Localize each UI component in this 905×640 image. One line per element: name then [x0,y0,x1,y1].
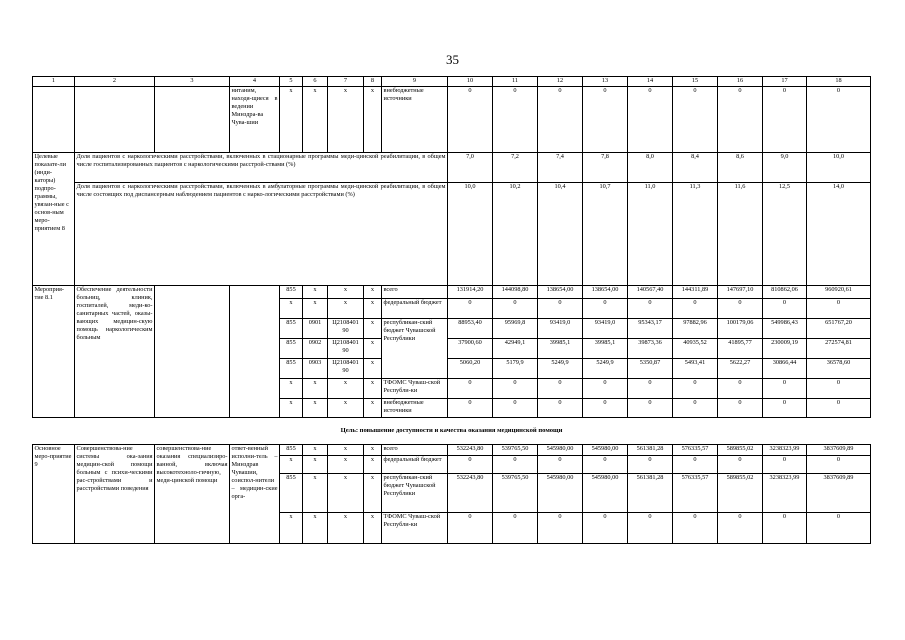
value-cell: 144311,89 [673,286,718,299]
value-cell: 144098,80 [493,286,538,299]
measure-name: Совершенствова-ние системы ока-зания медицин-ской помощи больным с психи-ческими рас-стройствами и расстройствами поведения [75,445,155,544]
col-header: 15 [673,77,718,87]
value-cell: 0 [493,299,538,319]
budget-code-cell: x [328,445,364,456]
value-cell: 0 [628,379,673,399]
value-cell: 0 [628,299,673,319]
value-cell: 0 [673,513,718,544]
value-cell: 960920,61 [807,286,871,299]
table-row [33,183,871,286]
col-header: 2 [75,77,155,87]
value-cell: 0 [807,399,871,418]
budget-code-cell: x [328,474,364,513]
value-cell: 0 [673,299,718,319]
value-cell: 40935,52 [673,339,718,359]
budget-code-cell: x [280,399,303,418]
budget-code-cell: 855 [280,359,303,379]
value-cell: 5622,27 [718,359,763,379]
budget-code-cell: x [364,359,382,379]
col-header: 16 [718,77,763,87]
funding-source-cell: всего [382,286,448,299]
value-cell: 545980,00 [538,474,583,513]
value-cell: 140567,40 [628,286,673,299]
value-cell: 561381,28 [628,474,673,513]
value-cell: 3837609,89 [807,445,871,456]
value-cell: 0 [628,399,673,418]
budget-code-cell: 855 [280,474,303,513]
indicator-text: Доля пациентов с наркологическими расстройствами, включенных в стационарные программы меди-цинской реабилитации, в общем числе госпитализированных пациентов с наркологическими расстрой-ствами (%) [75,153,448,183]
budget-code-cell: 855 [280,319,303,339]
budget-code-cell: x [303,399,328,418]
measure-label: Основное меро-приятие 9 [33,445,75,544]
value-cell: 0 [763,399,807,418]
value-cell: 138654,00 [538,286,583,299]
col-header: 14 [628,77,673,87]
value-cell: 5350,87 [628,359,673,379]
value-cell: 11,3 [673,183,718,286]
value-cell: 545980,00 [538,445,583,456]
funding-source-cell: внебюджетные источники [382,399,448,418]
budget-code-cell: x [364,286,382,299]
value-cell: 3238323,99 [763,474,807,513]
value-cell: 39985,1 [583,339,628,359]
value-cell: 8,6 [718,153,763,183]
value-cell: 0 [493,513,538,544]
value-cell: 539765,50 [493,445,538,456]
budget-code-cell: x [328,456,364,474]
value-cell: 0 [448,399,493,418]
value-cell: 147697,10 [718,286,763,299]
value-cell: 651767,20 [807,319,871,339]
funding-source-cell: внебюджетные источники [382,87,448,153]
value-cell: 0 [763,379,807,399]
value-cell: 230009,19 [763,339,807,359]
goal-row [33,418,871,445]
value-cell: 0 [538,87,583,153]
value-cell: 11,0 [628,183,673,286]
value-cell: 95343,17 [628,319,673,339]
budget-code-cell: x [303,445,328,456]
value-cell: 0 [583,399,628,418]
value-cell: 138654,00 [583,286,628,299]
budget-code-cell: x [303,286,328,299]
goal-heading: Цель: повышение доступности и качества оказания медицинской помощи [33,418,871,445]
budget-code-cell: x [364,474,382,513]
value-cell: 561381,28 [628,445,673,456]
budget-code-cell: Ц2108401 90 [328,339,364,359]
column-number-row [33,77,871,87]
value-cell: 0 [628,87,673,153]
value-cell: 810862,06 [763,286,807,299]
budget-code-cell: x [364,339,382,359]
budget-code-cell: x [303,474,328,513]
executor-cell: ответ-венный исполни-тель – Минздрав Чувашии, соиспол-нители – медицин-ские орга- [230,445,280,544]
value-cell: 10,7 [583,183,628,286]
value-cell: 0 [763,299,807,319]
budget-code-cell: 0903 [303,359,328,379]
table-cell [33,87,75,153]
value-cell: 0 [583,299,628,319]
col-header: 7 [328,77,364,87]
value-cell: 0 [807,513,871,544]
budget-code-cell: x [303,379,328,399]
value-cell: 14,0 [807,183,871,286]
value-cell: 532243,80 [448,474,493,513]
col-header: 13 [583,77,628,87]
budget-code-cell: x [364,299,382,319]
value-cell: 93419,0 [583,319,628,339]
measure-label: Мероприя-тие 8.1 [33,286,75,418]
value-cell: 576335,57 [673,474,718,513]
col-header: 9 [382,77,448,87]
value-cell: 0 [807,456,871,474]
program-table [32,76,871,544]
value-cell: 10,0 [807,153,871,183]
value-cell: 8,4 [673,153,718,183]
value-cell: 8,0 [628,153,673,183]
budget-code-cell: x [280,379,303,399]
value-cell: 589855,02 [718,445,763,456]
budget-code-cell: x [280,299,303,319]
value-cell: 0 [763,513,807,544]
budget-code-cell: 855 [280,286,303,299]
value-cell: 532243,80 [448,445,493,456]
value-cell: 0 [673,399,718,418]
value-cell: 39873,36 [628,339,673,359]
col-header: 5 [280,77,303,87]
budget-code-cell: x [328,399,364,418]
table-row [33,153,871,183]
value-cell: 7,2 [493,153,538,183]
value-cell: 0 [448,299,493,319]
value-cell: 10,0 [448,183,493,286]
col-header: 6 [303,77,328,87]
value-cell: 545980,00 [583,445,628,456]
budget-code-cell: 0902 [303,339,328,359]
value-cell: 36578,60 [807,359,871,379]
value-cell: 0 [673,379,718,399]
budget-code-cell: Ц2108401 90 [328,319,364,339]
value-cell: 12,5 [763,183,807,286]
value-cell: 0 [538,513,583,544]
value-cell: 0 [673,87,718,153]
table-cell [155,87,230,153]
page-number: 35 [446,52,459,67]
value-cell: 0 [718,513,763,544]
target-indicators-label: Целевые показате-ли (инди-каторы) подпро-граммы, увязан-ные с основ-ным меро-приятием 8 [33,153,75,286]
value-cell: 37900,60 [448,339,493,359]
col-header: 12 [538,77,583,87]
table-cell [75,87,155,153]
value-cell: 7,8 [583,153,628,183]
value-cell: 9,0 [763,153,807,183]
budget-code-cell: 855 [280,339,303,359]
table-cell: x [280,87,303,153]
table-cell: x [303,87,328,153]
value-cell: 0 [807,299,871,319]
value-cell: 0 [493,87,538,153]
value-cell: 549986,43 [763,319,807,339]
value-cell: 0 [583,456,628,474]
budget-code-cell: x [328,286,364,299]
col-header: 10 [448,77,493,87]
budget-code-cell: x [328,299,364,319]
value-cell: 97882,96 [673,319,718,339]
measure-name: Обеспечение деятельности больниц, клиник, госпиталей, меди-ко-санитарных частей, оказы-вающих медицин-скую помощь наркологическим больным [75,286,155,418]
budget-code-cell: x [303,456,328,474]
table-row [33,286,871,299]
budget-code-cell: Ц2108401 90 [328,359,364,379]
value-cell: 7,0 [448,153,493,183]
table-cell: x [364,87,382,153]
budget-code-cell: x [328,513,364,544]
value-cell: 272574,81 [807,339,871,359]
col-header: 3 [155,77,230,87]
funding-source-cell: всего [382,445,448,456]
value-cell: 0 [583,87,628,153]
funding-source-cell: федеральный бюджет [382,456,448,474]
budget-code-cell: x [364,445,382,456]
value-cell: 0 [493,456,538,474]
col-header: 1 [33,77,75,87]
budget-code-cell: x [364,379,382,399]
funding-source-cell: республикан-ский бюджет Чувашской Республики [382,474,448,513]
value-cell: 39985,1 [538,339,583,359]
value-cell: 3238323,99 [763,445,807,456]
value-cell: 131914,20 [448,286,493,299]
budget-code-cell: x [303,513,328,544]
value-cell: 0 [538,399,583,418]
table-cell [230,286,280,418]
value-cell: 7,4 [538,153,583,183]
value-cell: 3837609,89 [807,474,871,513]
budget-code-cell: x [364,456,382,474]
value-cell: 0 [583,379,628,399]
budget-code-cell: x [364,319,382,339]
value-cell: 0 [538,299,583,319]
value-cell: 0 [763,87,807,153]
value-cell: 41895,77 [718,339,763,359]
value-cell: 0 [807,87,871,153]
col-header: 4 [230,77,280,87]
expected-result: совершенствова-ние оказания специализиро-ванной, включая высокотехноло-гичную, меди-цинской помощи [155,445,230,544]
value-cell: 539765,50 [493,474,538,513]
table-cell: x [328,87,364,153]
value-cell: 0 [448,513,493,544]
budget-code-cell: x [280,513,303,544]
budget-code-cell: x [303,299,328,319]
budget-code-cell: x [280,456,303,474]
funding-source-cell: федеральный бюджет [382,299,448,319]
value-cell: 5249,9 [583,359,628,379]
value-cell: 0 [673,456,718,474]
value-cell: 0 [538,379,583,399]
value-cell: 0 [718,299,763,319]
value-cell: 589855,02 [718,474,763,513]
indicator-text: Доля пациентов с наркологическими расстройствами, включенных в амбулаторные программы меди-цинской реабилитации, в общем числе состоящих под диспансерным наблюдением пациентов с нарко-логическими расстройствами (%) [75,183,448,286]
value-cell: 0 [448,456,493,474]
value-cell: 576335,57 [673,445,718,456]
executor-cell: нитаним, находя-щиеся в ведении Минздра-ва Чува-шии [230,87,280,153]
value-cell: 0 [448,87,493,153]
table-cell [155,286,230,418]
value-cell: 30866,44 [763,359,807,379]
value-cell: 0 [718,456,763,474]
value-cell: 95969,8 [493,319,538,339]
value-cell: 0 [718,87,763,153]
table-row [33,445,871,456]
value-cell: 0 [538,456,583,474]
value-cell: 0 [493,399,538,418]
value-cell: 10,2 [493,183,538,286]
value-cell: 100179,06 [718,319,763,339]
budget-code-cell: x [364,399,382,418]
value-cell: 11,6 [718,183,763,286]
value-cell: 0 [628,513,673,544]
value-cell: 5249,9 [538,359,583,379]
value-cell: 545980,00 [583,474,628,513]
value-cell: 0 [628,456,673,474]
budget-code-cell: 855 [280,445,303,456]
budget-code-cell: 0901 [303,319,328,339]
funding-source-cell: ТФОМС Чуваш-ской Республи-ки [382,513,448,544]
value-cell: 5493,41 [673,359,718,379]
value-cell: 5060,20 [448,359,493,379]
value-cell: 0 [807,379,871,399]
value-cell: 0 [493,379,538,399]
value-cell: 5179,9 [493,359,538,379]
col-header: 11 [493,77,538,87]
value-cell: 10,4 [538,183,583,286]
col-header: 17 [763,77,807,87]
budget-code-cell: x [364,513,382,544]
table-row [33,87,871,153]
value-cell: 0 [583,513,628,544]
value-cell: 88953,40 [448,319,493,339]
value-cell: 42949,1 [493,339,538,359]
value-cell: 0 [718,399,763,418]
col-header: 8 [364,77,382,87]
funding-source-cell: республикан-ский бюджет Чувашской Республики [382,319,448,379]
value-cell: 93419,0 [538,319,583,339]
value-cell: 0 [448,379,493,399]
value-cell: 0 [763,456,807,474]
funding-source-cell: ТФОМС Чуваш-ской Республи-ки [382,379,448,399]
col-header: 18 [807,77,871,87]
budget-code-cell: x [328,379,364,399]
value-cell: 0 [718,379,763,399]
